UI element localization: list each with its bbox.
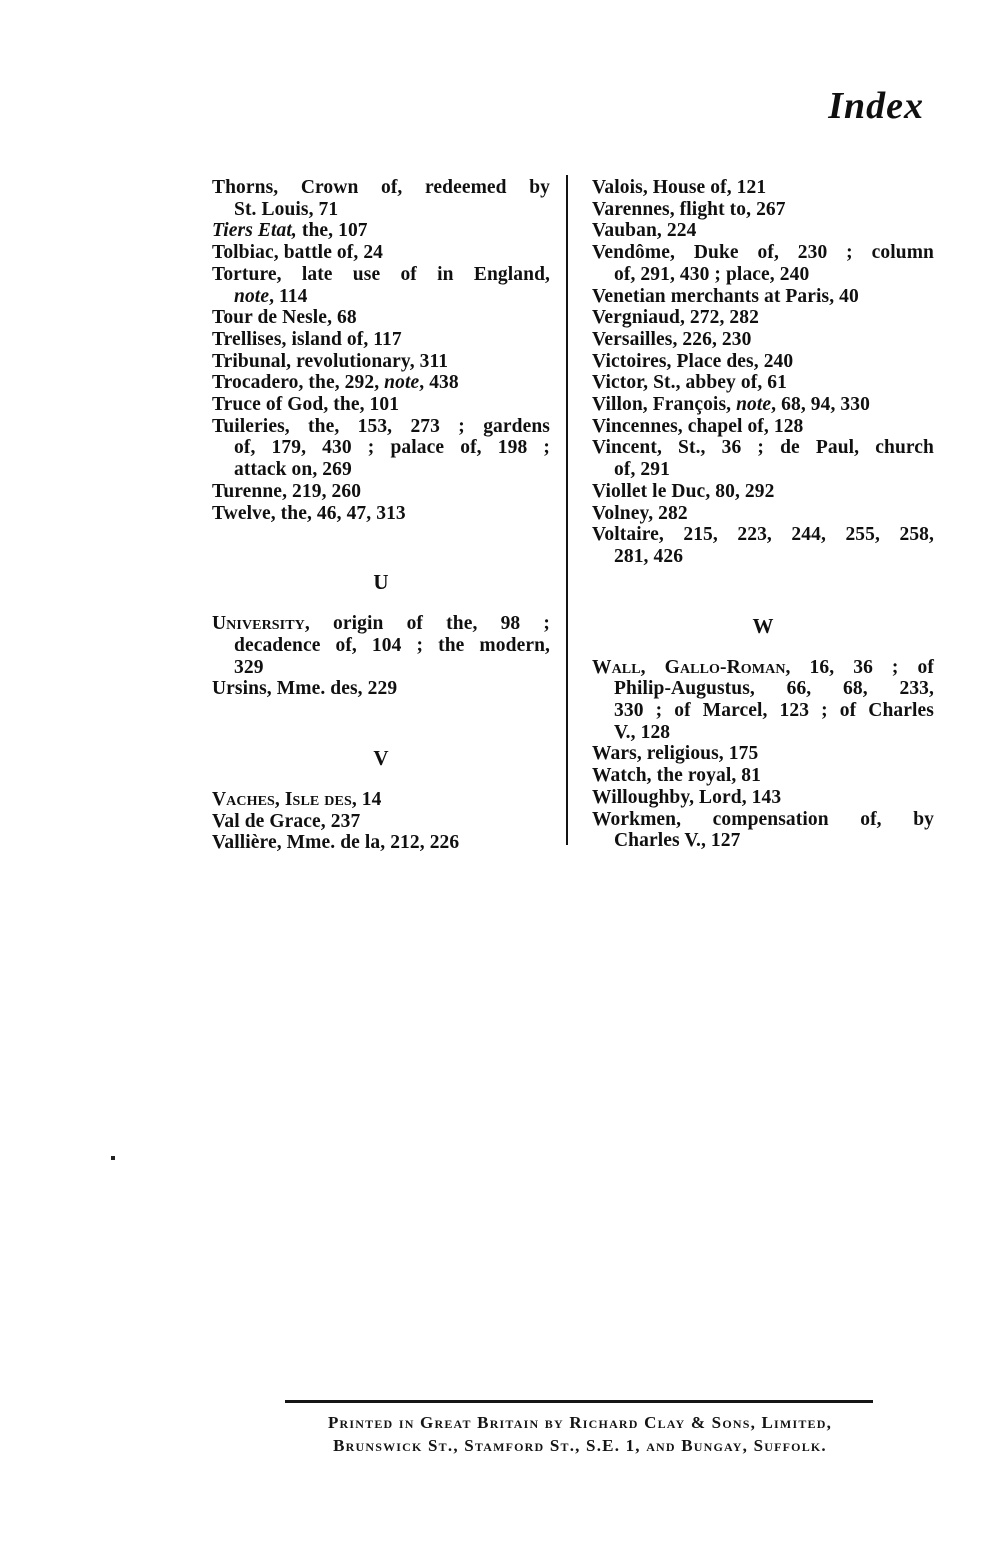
index-entry-line [234, 199, 550, 221]
index-entry-line [592, 307, 934, 329]
section-heading: V [373, 746, 389, 771]
entry-text: Venetian merchants at Paris, 40 [592, 285, 859, 307]
index-entry-line [234, 437, 550, 459]
index-entry-line [212, 351, 550, 373]
entry-text: Vendôme, Duke of, 230 ; column [592, 242, 934, 264]
entry-text: Watch, the royal, 81 [592, 765, 762, 787]
entry-text: Vincennes, chapel of, 128 [592, 415, 804, 437]
index-entry-line [592, 394, 934, 416]
index-entry-line [212, 220, 550, 242]
index-entry-line [592, 286, 934, 308]
entry-text: Thorns, Crown of, redeemed by [212, 177, 550, 198]
smallcaps-text: Vaches, Isle des [212, 789, 352, 811]
index-entry-line [592, 220, 934, 242]
entry-text: Victor, St., abbey of, 61 [592, 372, 787, 394]
index-entry-line [614, 700, 934, 722]
italic-text: Tiers Etat, [212, 220, 297, 242]
index-entry-line [592, 743, 934, 765]
index-entry-line [212, 307, 550, 329]
index-entry-line [234, 657, 550, 679]
entry-text: Versailles, 226, 230 [592, 328, 752, 350]
index-entry-line [212, 416, 550, 438]
entry-text: Val de Grace, 237 [212, 810, 361, 832]
entry-text: Twelve, the, 46, 47, 313 [212, 502, 406, 524]
index-entry-line [592, 372, 934, 394]
index-entry-line [212, 372, 550, 394]
index-entry-line [212, 613, 550, 635]
index-entry-line [234, 286, 550, 308]
entry-text: , 438 [419, 372, 459, 394]
entry-text: Vergniaud, 272, 282 [592, 307, 759, 329]
index-entry-line [592, 351, 934, 373]
entry-text: Vallière, Mme. de la, 212, 226 [212, 832, 460, 854]
index-entry-line [592, 657, 934, 679]
entry-text: Volney, 282 [592, 502, 688, 524]
smallcaps-text: Wall, Gallo-Roman [592, 656, 786, 678]
entry-text: , origin of the, 98 ; [304, 613, 550, 635]
index-entry-line [212, 832, 550, 854]
entry-text: V., 128 [614, 721, 671, 743]
italic-text: note [234, 285, 270, 307]
entry-text: Philip-Augustus, 66, 68, 233, [614, 678, 934, 700]
printer-imprint-line2: Brunswick St., Stamford St., S.E. 1, and Bungay, Suffolk. [333, 1436, 827, 1455]
entry-text: Tour de Nesle, 68 [212, 307, 357, 329]
entry-text: Tribunal, revolutionary, 311 [212, 350, 449, 372]
index-column-right [592, 177, 934, 852]
index-entry-line [592, 199, 934, 221]
index-entry-line [614, 722, 934, 744]
entry-text: Valois, House of, 121 [592, 177, 767, 198]
column-divider-rule [566, 175, 568, 845]
entry-text: the, 107 [296, 220, 368, 242]
footer-rule [285, 1400, 873, 1403]
entry-text: Wars, religious, 175 [592, 743, 759, 765]
entry-text: , 114 [269, 285, 308, 307]
index-entry-line [614, 546, 934, 568]
index-entry-line [212, 264, 550, 286]
entry-text: Tuileries, the, 153, 273 ; gardens [212, 415, 550, 437]
index-entry-line [212, 329, 550, 351]
index-entry-line [592, 481, 934, 503]
ink-speck [111, 1156, 115, 1160]
entry-text: Truce of God, the, 101 [212, 394, 400, 416]
printer-imprint [230, 1411, 930, 1457]
entry-text: 330 ; of Marcel, 123 ; of Charles [614, 700, 934, 722]
index-entry-line [592, 242, 934, 264]
entry-text: Voltaire, 215, 223, 244, 255, 258, [592, 524, 934, 546]
index-entry-line [212, 394, 550, 416]
entry-text: Vauban, 224 [592, 220, 697, 242]
entry-text: Charles V., 127 [614, 830, 741, 852]
index-entry-line [212, 481, 550, 503]
entry-text: Trellises, island of, 117 [212, 328, 402, 350]
entry-text: Workmen, compensation of, by [592, 808, 934, 830]
entry-text: , 68, 94, 330 [771, 394, 870, 416]
entry-text: Willoughby, Lord, 143 [592, 786, 782, 808]
index-entry-line [212, 789, 550, 811]
entry-text: 329 [234, 656, 264, 678]
entry-text: Torture, late use of in England, [212, 263, 550, 285]
index-entry-line [212, 177, 550, 199]
index-column-left [212, 177, 550, 854]
index-entry-line [592, 809, 934, 831]
entry-text: 281, 426 [614, 545, 684, 567]
index-entry-line [592, 437, 934, 459]
index-entry-line [592, 416, 934, 438]
entry-text: St. Louis, 71 [234, 198, 339, 220]
index-entry-line [614, 264, 934, 286]
entry-text: decadence of, 104 ; the modern, [234, 634, 550, 656]
index-entry-line [592, 765, 934, 787]
entry-text: Tolbiac, battle of, 24 [212, 242, 384, 264]
entry-text: , 14 [351, 789, 382, 811]
entry-text: of, 179, 430 ; palace of, 198 ; [234, 437, 550, 459]
entry-text: Ursins, Mme. des, 229 [212, 678, 398, 700]
index-entry-line [592, 787, 934, 809]
entry-text: Viollet le Duc, 80, 292 [592, 480, 775, 502]
entry-text: Vincent, St., 36 ; de Paul, church [592, 437, 934, 459]
entry-text: Turenne, 219, 260 [212, 480, 362, 502]
index-entry-line [592, 177, 934, 199]
entry-text: of, 291, 430 ; place, 240 [614, 263, 810, 285]
index-entry-line [592, 524, 934, 546]
entry-text: Victoires, Place des, 240 [592, 350, 794, 372]
entry-text: of, 291 [614, 459, 670, 481]
printer-imprint-line1: Printed in Great Britain by Richard Clay & Sons, Limited, [327, 1413, 833, 1432]
index-entry-line [234, 459, 550, 481]
entry-text: Varennes, flight to, 267 [592, 198, 786, 220]
italic-text: note [736, 394, 772, 416]
index-entry-line [212, 678, 550, 700]
smallcaps-text: University [212, 613, 305, 635]
italic-text: note [384, 372, 420, 394]
index-entry-line [212, 811, 550, 833]
index-entry-line [212, 503, 550, 525]
index-entry-line [212, 242, 550, 264]
entry-text: attack on, 269 [234, 459, 352, 481]
index-entry-line [234, 635, 550, 657]
index-entry-line [592, 329, 934, 351]
entry-text: Villon, François, [592, 394, 737, 416]
index-entry-line [592, 503, 934, 525]
index-entry-line [614, 830, 934, 852]
page-title: Index [828, 85, 924, 127]
index-entry-line [614, 459, 934, 481]
entry-text: , 16, 36 ; of [785, 656, 934, 678]
section-heading: W [752, 613, 774, 638]
index-entry-line [614, 678, 934, 700]
entry-text: Trocadero, the, 292, [212, 372, 385, 394]
section-heading: U [373, 570, 389, 595]
